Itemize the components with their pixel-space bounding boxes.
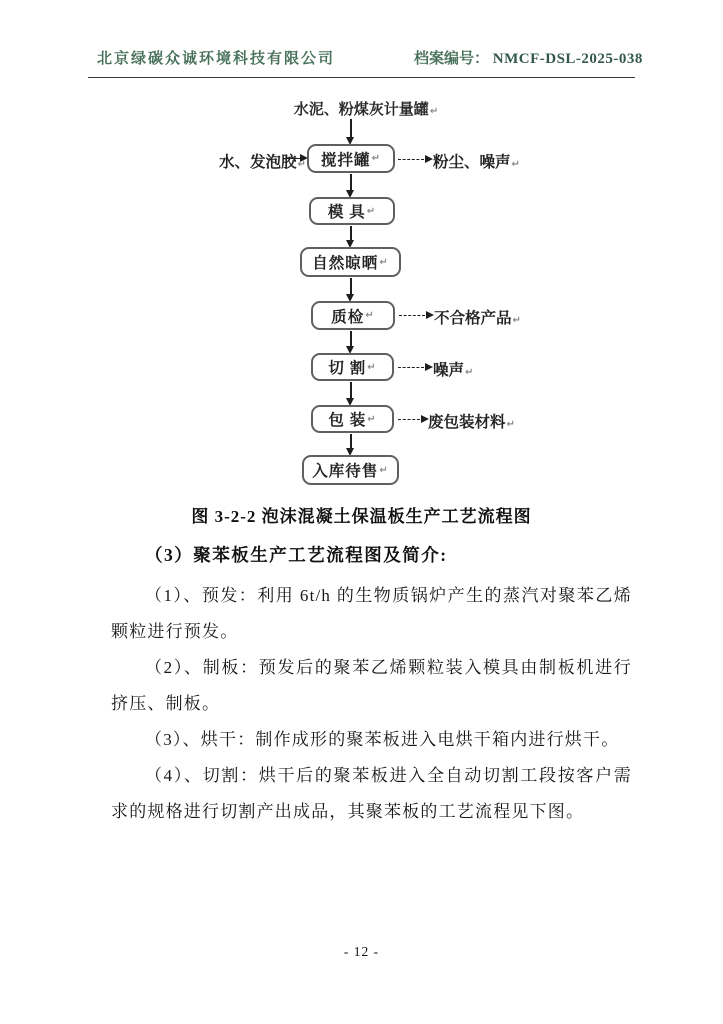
flow-emission-label-waste-packaging [428, 410, 515, 432]
emission-text: 噪声 [433, 362, 465, 379]
arrow-dashed-dust-noise [398, 159, 424, 160]
arrow-down-6 [350, 382, 352, 399]
flow-node-label: 包 装 [328, 412, 367, 429]
flow-node-natural-drying [300, 247, 401, 277]
emission-text: 不合格产品 [434, 310, 512, 327]
file-number-value: NMCF-DSL-2025-038 [492, 51, 643, 67]
body-text [111, 578, 632, 830]
flow-node-label: 模 具 [327, 204, 366, 221]
arrow-dashed-rejects [399, 315, 425, 316]
arrow-down-3 [350, 226, 352, 241]
flow-source-label [286, 98, 446, 119]
arrow-down-5 [350, 331, 352, 347]
page-number: - 12 - [343, 944, 380, 959]
pilcrow-mark: ↵ [511, 159, 520, 170]
pilcrow-mark: ↵ [506, 419, 515, 430]
arrow-dashed-waste-packaging [398, 419, 420, 420]
pilcrow-mark: ↵ [379, 464, 389, 476]
flow-node-warehouse [302, 455, 399, 485]
flow-node-label: 质检 [331, 308, 365, 326]
paragraph-prefoaming: （1）、预发：利用 6t/h 的生物质锅炉产生的蒸汽对聚苯乙烯颗粒进行预发。 [111, 586, 632, 641]
flow-node-cutting [311, 353, 394, 381]
flow-node-label: 搅拌罐 [321, 151, 371, 169]
pilcrow-mark: ↵ [297, 159, 306, 170]
emission-text: 粉尘、噪声 [433, 154, 511, 171]
arrow-down-7 [350, 434, 352, 449]
flow-node-label: 入库待售 [312, 463, 379, 480]
arrow-down-4 [350, 278, 352, 295]
pilcrow-mark: ↵ [429, 106, 439, 117]
process-flowchart [0, 0, 723, 500]
paragraph-drying: （3）、烘干：制作成形的聚苯板进入电烘干箱内进行烘干。 [145, 730, 620, 749]
flow-source-text: 水泥、粉煤灰计量罐 [293, 102, 429, 118]
paragraph-cutting: （4）、切割：烘干后的聚苯板进入全自动切割工段按客户需求的规格进行切割产出成品，其聚苯板的工艺流程见下图。 [111, 766, 632, 821]
pilcrow-mark: ↵ [367, 413, 377, 425]
pilcrow-mark: ↵ [465, 367, 474, 378]
pilcrow-mark: ↵ [365, 310, 375, 321]
file-number-label: 档案编号： [414, 51, 490, 67]
paragraph-board-making: （2）、制板：预发后的聚苯乙烯颗粒装入模具由制板机进行挤压、制板。 [111, 658, 632, 713]
arrow-dashed-noise [398, 367, 424, 368]
pilcrow-mark: ↵ [366, 205, 377, 217]
emission-text: 废包装材料 [428, 414, 506, 431]
flow-node-label: 切 割 [328, 360, 367, 377]
header-company-name: 北京绿碳众诚环境科技有限公司 [97, 51, 336, 67]
flow-node-label: 自然晾晒 [312, 255, 379, 272]
arrow-down-2 [350, 174, 352, 191]
pilcrow-mark: ↵ [512, 315, 521, 326]
flow-input-text: 水、发泡胶 [219, 154, 297, 171]
figure-caption: 图 3-2-2 泡沫混凝土保温板生产工艺流程图 [191, 507, 532, 526]
flow-node-mold [309, 197, 395, 225]
flow-input-label [219, 150, 306, 172]
flow-node-quality-check [311, 301, 395, 330]
flow-node-packaging [311, 405, 394, 433]
flow-node-mixing-tank [307, 144, 395, 173]
section-heading: （3）聚苯板生产工艺流程图及简介: [145, 545, 448, 565]
pilcrow-mark: ↵ [379, 256, 389, 268]
arrow-right-input [283, 158, 300, 159]
flow-emission-label-noise [433, 358, 473, 380]
pilcrow-mark: ↵ [371, 153, 381, 164]
flow-emission-label-dust-noise [433, 150, 520, 172]
pilcrow-mark: ↵ [367, 361, 377, 373]
flow-emission-label-rejects [434, 306, 521, 328]
arrow-down-1 [350, 119, 352, 138]
